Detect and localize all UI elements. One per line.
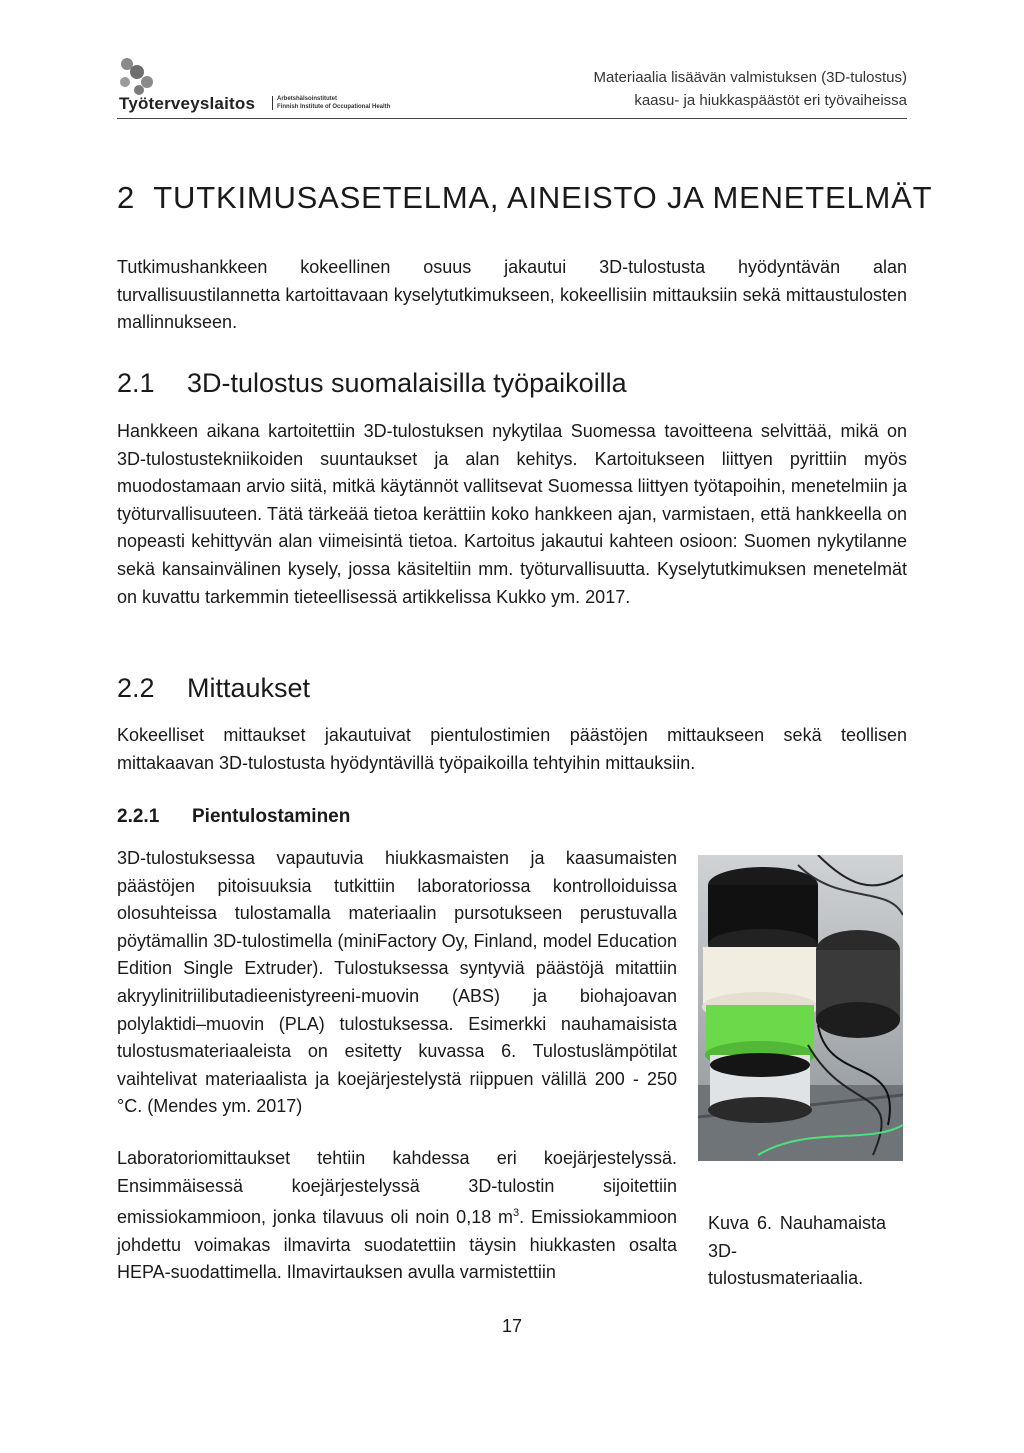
- section-2-2-heading: [117, 673, 310, 704]
- section-2-2-paragraph: Kokeelliset mittaukset jakautuivat pientulostimien päästöjen mittaukseen sekä teollisen mittakaavan 3D-tulostusta hyödyntävillä työpaikoilla tehtyihin mittauksiin.: [117, 725, 907, 773]
- section-number: 2.2.1: [117, 806, 160, 827]
- section-title: 3D-tulostus suomalaisilla työpaikoilla: [187, 368, 627, 398]
- logo-separator: [272, 96, 273, 110]
- logo-subtitle-english: Finnish Institute of Occupational Health: [277, 104, 391, 110]
- institute-logo: [117, 56, 397, 112]
- section-2-2-1-paragraph-1: 3D-tulostuksessa vapautuvia hiukkasmaisten ja kaasumaisten päästöjen pitoisuuksia tutkittiin laboratoriossa kontrolloiduissa olosuhteissa tulostamalla materiaalin pursotukseen perustuvalla pöytämallin 3D-tulostimella (miniFactory Oy, Finland, model Education Edition Single Extruder). Tulostuksessa syntyviä päästöjä mitattiin akryylinitriilibutadieenistyreeni-muovin (ABS) ja biohajoavan polylaktidi–muovin (PLA) tulostuksessa. Esimerkki nauhamaisista tulostusmateriaaleista on esitetty kuvassa 6. Tulostuslämpötilat vaihtelivat materiaalista ja koejärjestelystä riippuen välillä 200 - 250 °C. (Mendes ym. 2017): [117, 848, 677, 1117]
- section-title: Pientulostaminen: [192, 806, 351, 827]
- running-header-line-1: Materiaalia lisäävän valmistuksen (3D-tulostus): [593, 69, 907, 86]
- section-2-1-paragraph: Hankkeen aikana kartoitettiin 3D-tulostuksen nykytilaa Suomessa tavoitteena selvittää, mikä on 3D-tulostustekniikoiden suuntaukset ja alan kehitys. Kartoitukseen liittyen pyrittiin myös muodostamaan arvio siitä, mitkä käytännöt vallitsevat Suomessa liittyen työtapoihin, menetelmiin ja työturvallisuuteen. Tätä tärkeää tietoa kerättiin koko hankkeen ajan, varmistaen, että hankkeella on nopeasti kehittyvän alan viimeisintä tietoa. Kartoitus jakautui kahteen osioon: Suomen nykytilanne sekä kansainvälinen kysely, jossa käsiteltiin mm. työturvallisuutta. Kyselytutkimuksen menetelmät on kuvattu tarkemmin tieteellisessä artikkelissa Kukko ym. 2017.: [117, 421, 907, 607]
- page-header: [117, 52, 907, 119]
- section-number: 2.2: [117, 673, 155, 703]
- superscript-3: 3: [513, 1207, 520, 1220]
- section-title: Mittaukset: [187, 673, 311, 703]
- running-header-line-2: kaasu- ja hiukkaspäästöt eri työvaiheissa: [634, 92, 907, 109]
- filament-spools-illustration: [698, 855, 903, 1161]
- paragraph-text-start: Laboratoriomittaukset tehtiin kahdessa eri koejärjestelyssä. Ensimmäisessä koejärjestelyssä 3D-tulostin sijoitettiin emissiokammioon, jonka tilavuus oli noin 0,18 m: [117, 1148, 677, 1228]
- section-2-1-heading: [117, 368, 627, 399]
- section-number: 2.1: [117, 368, 155, 398]
- logo-subtitle-swedish: Arbetshälsoinstitutet: [277, 96, 338, 102]
- section-2-2-1-heading: [117, 806, 350, 828]
- figure-caption: Kuva 6. Nauhamaista 3D-tulostusmateriaalia.: [708, 1213, 886, 1289]
- paragraph-text-end: . Emissiokammioon johdettu voimakas ilmavirta suodatettiin täysin hiukkasten osalta HEPA-suodattimella. Ilmavirtauksen avulla varmistettiin: [117, 1207, 677, 1283]
- section-2-2-1-paragraph-2: [117, 1145, 677, 1287]
- filament-spools-photo: [698, 855, 903, 1161]
- intro-paragraph: Tutkimushankkeen kokeellinen osuus jakautui 3D-tulostusta hyödyntävän alan turvallisuustilannetta kartoittavaan kyselytutkimukseen, kokeellisiin mittauksiin sekä mittaustulosten mallinnukseen.: [117, 257, 907, 333]
- running-header: [594, 66, 907, 112]
- logo-wordmark: Työterveyslaitos: [119, 94, 256, 113]
- logo-mark-icon: [117, 56, 157, 98]
- page-number: 17: [501, 1316, 523, 1336]
- chapter-title: 2 TUTKIMUSASETELMA, AINEISTO JA MENETELMÄT: [117, 180, 933, 215]
